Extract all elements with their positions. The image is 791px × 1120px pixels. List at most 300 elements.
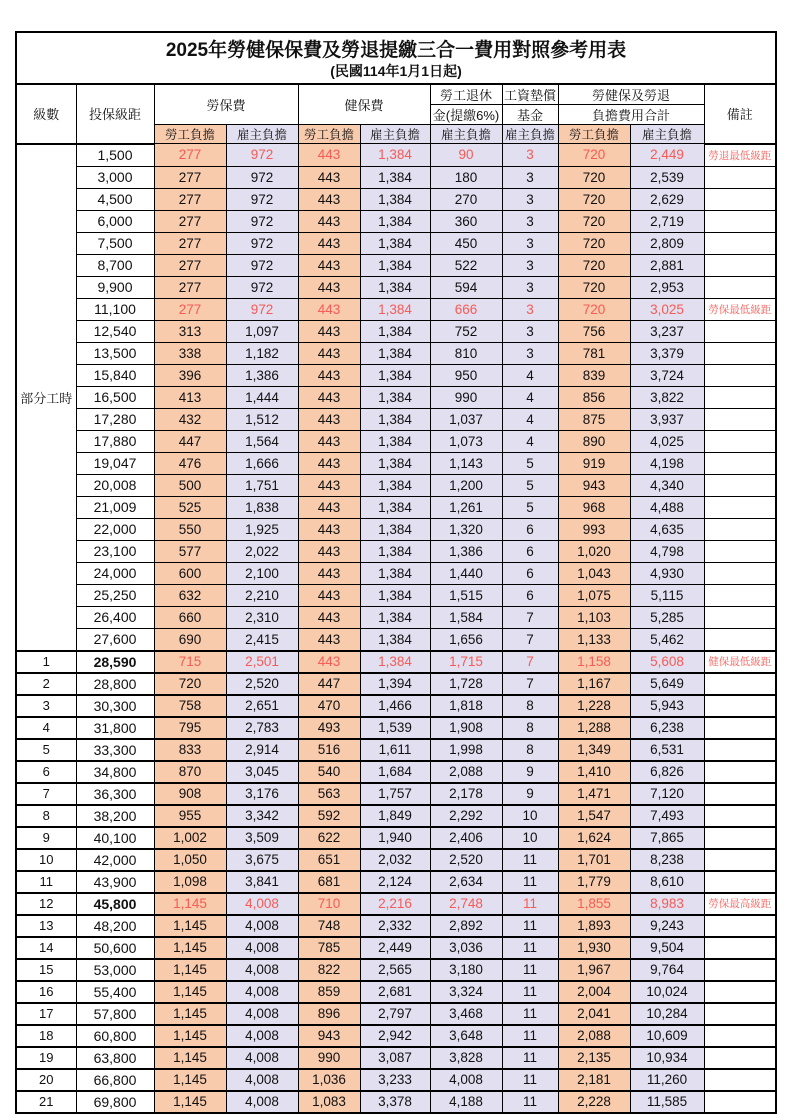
total-employee-cell: 720 <box>558 166 630 188</box>
table-row <box>16 298 776 320</box>
bracket-cell: 30,300 <box>76 695 154 717</box>
table-row <box>16 827 776 849</box>
total-employer-cell: 8,238 <box>630 849 704 871</box>
total-employer-cell: 3,822 <box>630 386 704 408</box>
pension-employer-cell: 810 <box>430 342 502 364</box>
total-employee-cell: 720 <box>558 276 630 298</box>
health-employer-cell: 1,940 <box>360 827 430 849</box>
health-employer-cell: 1,611 <box>360 739 430 761</box>
pension-employer-cell: 1,728 <box>430 673 502 695</box>
subheader-pension-employer: 雇主負擔 <box>430 125 502 144</box>
health-employee-cell: 443 <box>298 430 360 452</box>
pension-employer-cell: 1,386 <box>430 540 502 562</box>
level-cell: 12 <box>16 893 76 915</box>
table-row <box>16 188 776 210</box>
labor-employee-cell: 795 <box>154 717 226 739</box>
health-employer-cell: 3,087 <box>360 1047 430 1069</box>
labor-employer-cell: 972 <box>226 188 298 210</box>
wage-fund-employer-cell: 7 <box>502 651 558 673</box>
total-employee-cell: 890 <box>558 430 630 452</box>
total-employer-cell: 10,934 <box>630 1047 704 1069</box>
remark-cell <box>704 783 776 805</box>
bracket-cell: 28,590 <box>76 651 154 673</box>
table-row <box>16 430 776 452</box>
total-employee-cell: 720 <box>558 254 630 276</box>
labor-employer-cell: 1,512 <box>226 408 298 430</box>
total-employee-cell: 720 <box>558 188 630 210</box>
pension-employer-cell: 2,520 <box>430 849 502 871</box>
wage-fund-employer-cell: 11 <box>502 1091 558 1113</box>
health-employer-cell: 1,384 <box>360 232 430 254</box>
health-employee-cell: 443 <box>298 386 360 408</box>
bracket-cell: 17,880 <box>76 430 154 452</box>
health-employer-cell: 1,384 <box>360 584 430 606</box>
level-cell: 8 <box>16 805 76 827</box>
pension-employer-cell: 4,008 <box>430 1069 502 1091</box>
labor-employee-cell: 1,145 <box>154 959 226 981</box>
table-row <box>16 1025 776 1047</box>
wage-fund-employer-cell: 6 <box>502 584 558 606</box>
remark-cell <box>704 695 776 717</box>
health-employee-cell: 443 <box>298 628 360 651</box>
total-employee-cell: 1,158 <box>558 651 630 673</box>
health-employer-cell: 1,384 <box>360 188 430 210</box>
pension-employer-cell: 1,715 <box>430 651 502 673</box>
labor-employer-cell: 4,008 <box>226 915 298 937</box>
wage-fund-employer-cell: 11 <box>502 1003 558 1025</box>
labor-employer-cell: 3,841 <box>226 871 298 893</box>
health-employee-cell: 447 <box>298 673 360 695</box>
health-employee-cell: 651 <box>298 849 360 871</box>
health-employee-cell: 493 <box>298 717 360 739</box>
remark-cell <box>704 959 776 981</box>
remark-cell <box>704 518 776 540</box>
labor-employee-cell: 277 <box>154 188 226 210</box>
health-employee-cell: 443 <box>298 496 360 518</box>
labor-employee-cell: 1,050 <box>154 849 226 871</box>
pension-employer-cell: 1,998 <box>430 739 502 761</box>
table-row <box>16 232 776 254</box>
labor-employer-cell: 2,310 <box>226 606 298 628</box>
table-row <box>16 540 776 562</box>
bracket-cell: 28,800 <box>76 673 154 695</box>
wage-fund-employer-cell: 9 <box>502 783 558 805</box>
total-employer-cell: 4,798 <box>630 540 704 562</box>
subheader-labor-employer: 雇主負擔 <box>226 125 298 144</box>
table-row <box>16 893 776 915</box>
wage-fund-employer-cell: 6 <box>502 540 558 562</box>
col-header-remark: 備註 <box>704 84 776 144</box>
total-employer-cell: 6,238 <box>630 717 704 739</box>
total-employee-cell: 1,779 <box>558 871 630 893</box>
labor-employer-cell: 3,342 <box>226 805 298 827</box>
labor-employee-cell: 277 <box>154 232 226 254</box>
remark-cell: 勞退最低級距 <box>704 144 776 167</box>
table-row <box>16 783 776 805</box>
total-employer-cell: 4,198 <box>630 452 704 474</box>
table-row <box>16 144 776 167</box>
health-employee-cell: 516 <box>298 739 360 761</box>
col-header-total-line1: 勞健保及勞退 <box>558 84 704 105</box>
pension-employer-cell: 3,036 <box>430 937 502 959</box>
wage-fund-employer-cell: 4 <box>502 408 558 430</box>
total-employee-cell: 2,228 <box>558 1091 630 1113</box>
total-employee-cell: 720 <box>558 210 630 232</box>
bracket-cell: 33,300 <box>76 739 154 761</box>
labor-employee-cell: 1,098 <box>154 871 226 893</box>
table-row <box>16 1091 776 1113</box>
health-employer-cell: 1,384 <box>360 364 430 386</box>
col-header-bracket: 投保級距 <box>76 84 154 144</box>
labor-employee-cell: 1,145 <box>154 1091 226 1113</box>
total-employee-cell: 1,701 <box>558 849 630 871</box>
level-cell: 11 <box>16 871 76 893</box>
labor-employee-cell: 908 <box>154 783 226 805</box>
bracket-cell: 57,800 <box>76 1003 154 1025</box>
remark-cell <box>704 386 776 408</box>
table-row <box>16 254 776 276</box>
total-employee-cell: 1,967 <box>558 959 630 981</box>
wage-fund-employer-cell: 11 <box>502 959 558 981</box>
total-employer-cell: 4,340 <box>630 474 704 496</box>
pension-employer-cell: 4,188 <box>430 1091 502 1113</box>
health-employer-cell: 1,684 <box>360 761 430 783</box>
labor-employer-cell: 972 <box>226 232 298 254</box>
remark-cell <box>704 1047 776 1069</box>
health-employee-cell: 896 <box>298 1003 360 1025</box>
labor-employer-cell: 2,100 <box>226 562 298 584</box>
health-employee-cell: 990 <box>298 1047 360 1069</box>
bracket-cell: 9,900 <box>76 276 154 298</box>
health-employee-cell: 540 <box>298 761 360 783</box>
bracket-cell: 12,540 <box>76 320 154 342</box>
labor-employee-cell: 690 <box>154 628 226 651</box>
remark-cell <box>704 408 776 430</box>
bracket-cell: 27,600 <box>76 628 154 651</box>
labor-employer-cell: 3,176 <box>226 783 298 805</box>
labor-employer-cell: 972 <box>226 276 298 298</box>
wage-fund-employer-cell: 5 <box>502 452 558 474</box>
bracket-cell: 66,800 <box>76 1069 154 1091</box>
wage-fund-employer-cell: 7 <box>502 673 558 695</box>
table-row <box>16 871 776 893</box>
health-employer-cell: 1,539 <box>360 717 430 739</box>
remark-cell <box>704 320 776 342</box>
total-employee-cell: 1,020 <box>558 540 630 562</box>
total-employee-cell: 781 <box>558 342 630 364</box>
pension-employer-cell: 3,648 <box>430 1025 502 1047</box>
total-employee-cell: 1,133 <box>558 628 630 651</box>
remark-cell <box>704 232 776 254</box>
wage-fund-employer-cell: 4 <box>502 364 558 386</box>
table-row <box>16 408 776 430</box>
health-employer-cell: 2,216 <box>360 893 430 915</box>
wage-fund-employer-cell: 9 <box>502 761 558 783</box>
table-row <box>16 496 776 518</box>
health-employee-cell: 822 <box>298 959 360 981</box>
labor-employee-cell: 1,145 <box>154 1047 226 1069</box>
table-row <box>16 717 776 739</box>
total-employee-cell: 2,004 <box>558 981 630 1003</box>
labor-employer-cell: 1,097 <box>226 320 298 342</box>
health-employer-cell: 1,384 <box>360 342 430 364</box>
level-cell: 3 <box>16 695 76 717</box>
bracket-cell: 3,000 <box>76 166 154 188</box>
bracket-cell: 53,000 <box>76 959 154 981</box>
health-employer-cell: 1,384 <box>360 320 430 342</box>
table-row <box>16 452 776 474</box>
bracket-cell: 31,800 <box>76 717 154 739</box>
total-employer-cell: 4,635 <box>630 518 704 540</box>
pension-employer-cell: 3,828 <box>430 1047 502 1069</box>
total-employee-cell: 839 <box>558 364 630 386</box>
col-header-pension-line2: 金(提繳6%) <box>430 105 502 125</box>
total-employee-cell: 720 <box>558 298 630 320</box>
wage-fund-employer-cell: 10 <box>502 805 558 827</box>
table-row <box>16 320 776 342</box>
labor-employer-cell: 1,386 <box>226 364 298 386</box>
health-employee-cell: 443 <box>298 606 360 628</box>
health-employer-cell: 1,384 <box>360 408 430 430</box>
bracket-cell: 15,840 <box>76 364 154 386</box>
health-employee-cell: 622 <box>298 827 360 849</box>
level-cell: 9 <box>16 827 76 849</box>
health-employer-cell: 1,384 <box>360 386 430 408</box>
health-employer-cell: 1,384 <box>360 144 430 167</box>
table-row <box>16 276 776 298</box>
col-header-wage-fund-line1: 工資墊償 <box>502 84 558 105</box>
labor-employer-cell: 4,008 <box>226 959 298 981</box>
health-employer-cell: 3,378 <box>360 1091 430 1113</box>
bracket-cell: 24,000 <box>76 562 154 584</box>
remark-cell <box>704 628 776 651</box>
pension-employer-cell: 450 <box>430 232 502 254</box>
labor-employee-cell: 413 <box>154 386 226 408</box>
total-employee-cell: 1,624 <box>558 827 630 849</box>
pension-employer-cell: 1,261 <box>430 496 502 518</box>
remark-cell <box>704 739 776 761</box>
labor-employee-cell: 577 <box>154 540 226 562</box>
labor-employer-cell: 3,509 <box>226 827 298 849</box>
health-employer-cell: 1,394 <box>360 673 430 695</box>
wage-fund-employer-cell: 11 <box>502 915 558 937</box>
table-row <box>16 651 776 673</box>
reference-sheet <box>15 31 777 1114</box>
level-cell: 5 <box>16 739 76 761</box>
total-employee-cell: 993 <box>558 518 630 540</box>
level-cell: 15 <box>16 959 76 981</box>
bracket-cell: 42,000 <box>76 849 154 871</box>
total-employer-cell: 4,930 <box>630 562 704 584</box>
pension-employer-cell: 1,818 <box>430 695 502 717</box>
total-employer-cell: 2,629 <box>630 188 704 210</box>
health-employee-cell: 443 <box>298 342 360 364</box>
remark-cell <box>704 188 776 210</box>
pension-employer-cell: 360 <box>430 210 502 232</box>
labor-employer-cell: 1,444 <box>226 386 298 408</box>
labor-employer-cell: 972 <box>226 144 298 167</box>
labor-employee-cell: 720 <box>154 673 226 695</box>
part-time-group-label: 部分工時 <box>16 144 76 651</box>
total-employee-cell: 968 <box>558 496 630 518</box>
pension-employer-cell: 1,143 <box>430 452 502 474</box>
pension-employer-cell: 3,180 <box>430 959 502 981</box>
pension-employer-cell: 2,406 <box>430 827 502 849</box>
table-row <box>16 695 776 717</box>
total-employer-cell: 3,724 <box>630 364 704 386</box>
labor-employee-cell: 277 <box>154 254 226 276</box>
pension-employer-cell: 1,440 <box>430 562 502 584</box>
remark-cell <box>704 1091 776 1113</box>
table-row <box>16 1003 776 1025</box>
health-employee-cell: 443 <box>298 144 360 167</box>
health-employee-cell: 443 <box>298 210 360 232</box>
wage-fund-employer-cell: 8 <box>502 695 558 717</box>
table-row <box>16 1047 776 1069</box>
wage-fund-employer-cell: 11 <box>502 937 558 959</box>
wage-fund-employer-cell: 5 <box>502 496 558 518</box>
level-cell: 1 <box>16 651 76 673</box>
wage-fund-employer-cell: 11 <box>502 1047 558 1069</box>
remark-cell <box>704 937 776 959</box>
remark-cell: 勞保最低級距 <box>704 298 776 320</box>
labor-employer-cell: 4,008 <box>226 893 298 915</box>
remark-cell <box>704 981 776 1003</box>
health-employee-cell: 443 <box>298 166 360 188</box>
labor-employer-cell: 972 <box>226 254 298 276</box>
pension-employer-cell: 1,073 <box>430 430 502 452</box>
remark-cell <box>704 276 776 298</box>
wage-fund-employer-cell: 4 <box>502 386 558 408</box>
total-employee-cell: 1,893 <box>558 915 630 937</box>
remark-cell <box>704 540 776 562</box>
remark-cell <box>704 166 776 188</box>
total-employer-cell: 2,953 <box>630 276 704 298</box>
health-employee-cell: 592 <box>298 805 360 827</box>
health-employer-cell: 1,849 <box>360 805 430 827</box>
remark-cell: 勞保最高級距 <box>704 893 776 915</box>
subheader-health-employee: 勞工負擔 <box>298 125 360 144</box>
table-row <box>16 474 776 496</box>
health-employee-cell: 443 <box>298 320 360 342</box>
labor-employer-cell: 4,008 <box>226 1091 298 1113</box>
health-employee-cell: 443 <box>298 276 360 298</box>
table-row <box>16 584 776 606</box>
bracket-cell: 43,900 <box>76 871 154 893</box>
total-employee-cell: 1,228 <box>558 695 630 717</box>
level-cell: 10 <box>16 849 76 871</box>
wage-fund-employer-cell: 3 <box>502 342 558 364</box>
labor-employee-cell: 870 <box>154 761 226 783</box>
pension-employer-cell: 3,468 <box>430 1003 502 1025</box>
labor-employer-cell: 2,501 <box>226 651 298 673</box>
total-employee-cell: 943 <box>558 474 630 496</box>
health-employee-cell: 443 <box>298 584 360 606</box>
labor-employee-cell: 447 <box>154 430 226 452</box>
table-row <box>16 805 776 827</box>
pension-employer-cell: 3,324 <box>430 981 502 1003</box>
total-employee-cell: 2,135 <box>558 1047 630 1069</box>
labor-employer-cell: 1,925 <box>226 518 298 540</box>
total-employer-cell: 3,025 <box>630 298 704 320</box>
health-employee-cell: 681 <box>298 871 360 893</box>
labor-employee-cell: 833 <box>154 739 226 761</box>
bracket-cell: 7,500 <box>76 232 154 254</box>
health-employee-cell: 443 <box>298 254 360 276</box>
wage-fund-employer-cell: 3 <box>502 298 558 320</box>
labor-employee-cell: 758 <box>154 695 226 717</box>
health-employer-cell: 1,384 <box>360 210 430 232</box>
total-employer-cell: 6,826 <box>630 761 704 783</box>
health-employee-cell: 710 <box>298 893 360 915</box>
pension-employer-cell: 1,584 <box>430 606 502 628</box>
health-employer-cell: 1,384 <box>360 166 430 188</box>
remark-cell <box>704 1003 776 1025</box>
labor-employer-cell: 4,008 <box>226 937 298 959</box>
bracket-cell: 6,000 <box>76 210 154 232</box>
total-employee-cell: 1,547 <box>558 805 630 827</box>
labor-employer-cell: 2,651 <box>226 695 298 717</box>
health-employer-cell: 1,757 <box>360 783 430 805</box>
col-header-health-insurance: 健保費 <box>298 84 430 125</box>
wage-fund-employer-cell: 8 <box>502 739 558 761</box>
total-employer-cell: 8,610 <box>630 871 704 893</box>
health-employer-cell: 1,384 <box>360 298 430 320</box>
pension-employer-cell: 2,292 <box>430 805 502 827</box>
total-employer-cell: 2,719 <box>630 210 704 232</box>
remark-cell <box>704 1069 776 1091</box>
health-employer-cell: 1,384 <box>360 474 430 496</box>
col-header-pension-line1: 勞工退休 <box>430 84 502 105</box>
table-row <box>16 386 776 408</box>
wage-fund-employer-cell: 11 <box>502 893 558 915</box>
health-employee-cell: 443 <box>298 408 360 430</box>
health-employee-cell: 443 <box>298 364 360 386</box>
remark-cell <box>704 606 776 628</box>
health-employee-cell: 443 <box>298 474 360 496</box>
total-employee-cell: 1,471 <box>558 783 630 805</box>
labor-employer-cell: 972 <box>226 210 298 232</box>
labor-employee-cell: 1,145 <box>154 937 226 959</box>
pension-employer-cell: 2,178 <box>430 783 502 805</box>
labor-employer-cell: 4,008 <box>226 1069 298 1091</box>
wage-fund-employer-cell: 6 <box>502 518 558 540</box>
col-header-level: 級數 <box>16 84 76 144</box>
level-cell: 2 <box>16 673 76 695</box>
health-employer-cell: 2,332 <box>360 915 430 937</box>
bracket-cell: 8,700 <box>76 254 154 276</box>
total-employer-cell: 5,943 <box>630 695 704 717</box>
wage-fund-employer-cell: 4 <box>502 430 558 452</box>
page-subtitle: (民國114年1月1日起) <box>330 63 462 80</box>
pension-employer-cell: 1,320 <box>430 518 502 540</box>
health-employee-cell: 470 <box>298 695 360 717</box>
health-employer-cell: 1,384 <box>360 606 430 628</box>
pension-employer-cell: 594 <box>430 276 502 298</box>
labor-employee-cell: 277 <box>154 210 226 232</box>
pension-employer-cell: 90 <box>430 144 502 167</box>
wage-fund-employer-cell: 3 <box>502 254 558 276</box>
wage-fund-employer-cell: 8 <box>502 717 558 739</box>
labor-employee-cell: 338 <box>154 342 226 364</box>
labor-employee-cell: 432 <box>154 408 226 430</box>
level-cell: 14 <box>16 937 76 959</box>
health-employer-cell: 2,565 <box>360 959 430 981</box>
table-row <box>16 628 776 651</box>
pension-employer-cell: 1,037 <box>430 408 502 430</box>
subheader-total-employer: 雇主負擔 <box>630 125 704 144</box>
table-row <box>16 364 776 386</box>
